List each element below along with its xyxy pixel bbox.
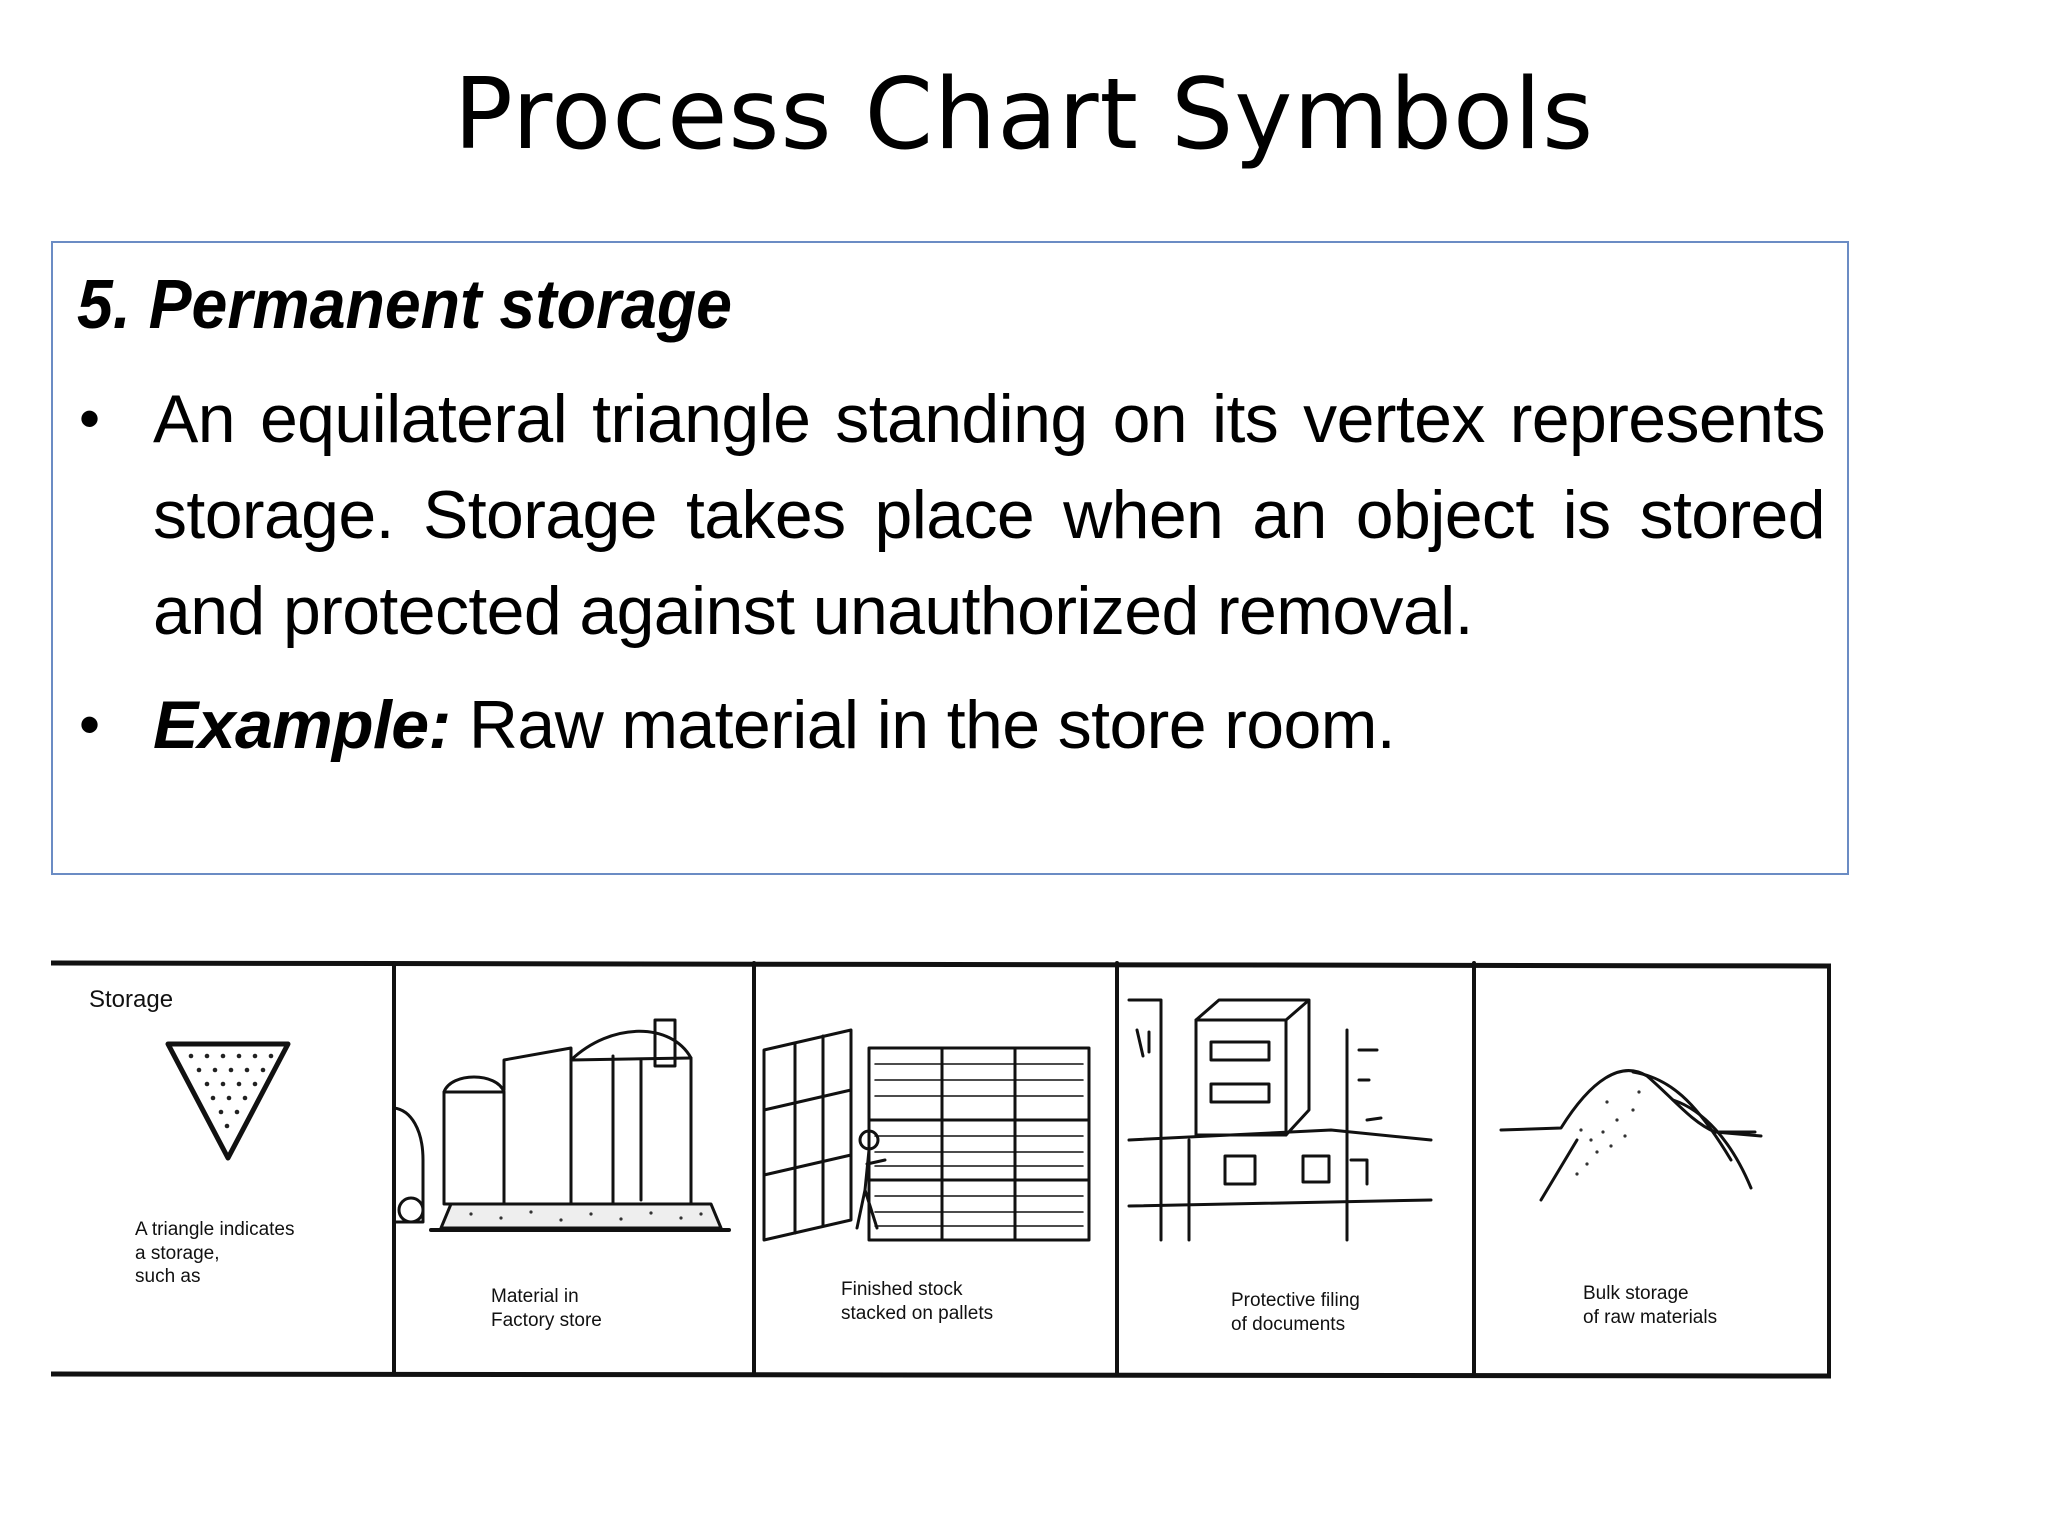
- bulk-heap-icon: [1501, 1071, 1761, 1200]
- caption-filing-line2: of documents: [1231, 1314, 1346, 1335]
- caption-pallets-line1: Finished stock: [841, 1279, 963, 1300]
- factory-store-icon: [394, 1020, 729, 1230]
- caption-triangle-line3: such as: [135, 1266, 201, 1287]
- content-box: [51, 241, 1849, 875]
- filing-cabinet-icon: [1129, 1000, 1431, 1240]
- caption-triangle-line1: A triangle indicates: [135, 1219, 295, 1240]
- bullet-icon: •: [79, 384, 101, 452]
- caption-triangle-line2: a storage,: [135, 1243, 220, 1264]
- caption-bulk-line2: of raw materials: [1583, 1307, 1718, 1328]
- section-heading: 5. Permanent storage: [77, 265, 732, 343]
- caption-pallets-line2: stacked on pallets: [841, 1303, 994, 1324]
- example-label: Example:: [153, 686, 451, 763]
- caption-filing-line1: Protective filing: [1231, 1290, 1360, 1311]
- bullet-icon: •: [79, 690, 101, 758]
- bullet-definition: [77, 371, 1825, 659]
- bullet-example: [77, 677, 1825, 773]
- caption-factory-line1: Material in: [491, 1286, 579, 1307]
- storage-heading: Storage: [89, 986, 174, 1013]
- example-text: Raw material in the store room.: [450, 686, 1396, 763]
- storage-triangle-icon: [168, 1044, 288, 1158]
- storage-illustration-strip: [51, 960, 1831, 1380]
- slide-title: Process Chart Symbols: [453, 58, 1595, 172]
- caption-bulk-line1: Bulk storage: [1583, 1283, 1689, 1304]
- pallet-stack-icon: [764, 1030, 1089, 1240]
- definition-text: An equilateral triangle standing on its vertex represents storage. Storage takes place when an object is stored and protected against unauthorized removal.: [153, 380, 1825, 649]
- bullet-list: [77, 371, 1825, 773]
- caption-factory-line2: Factory store: [491, 1310, 602, 1331]
- example-line: [153, 677, 1825, 773]
- storage-illustration: [51, 960, 1831, 1380]
